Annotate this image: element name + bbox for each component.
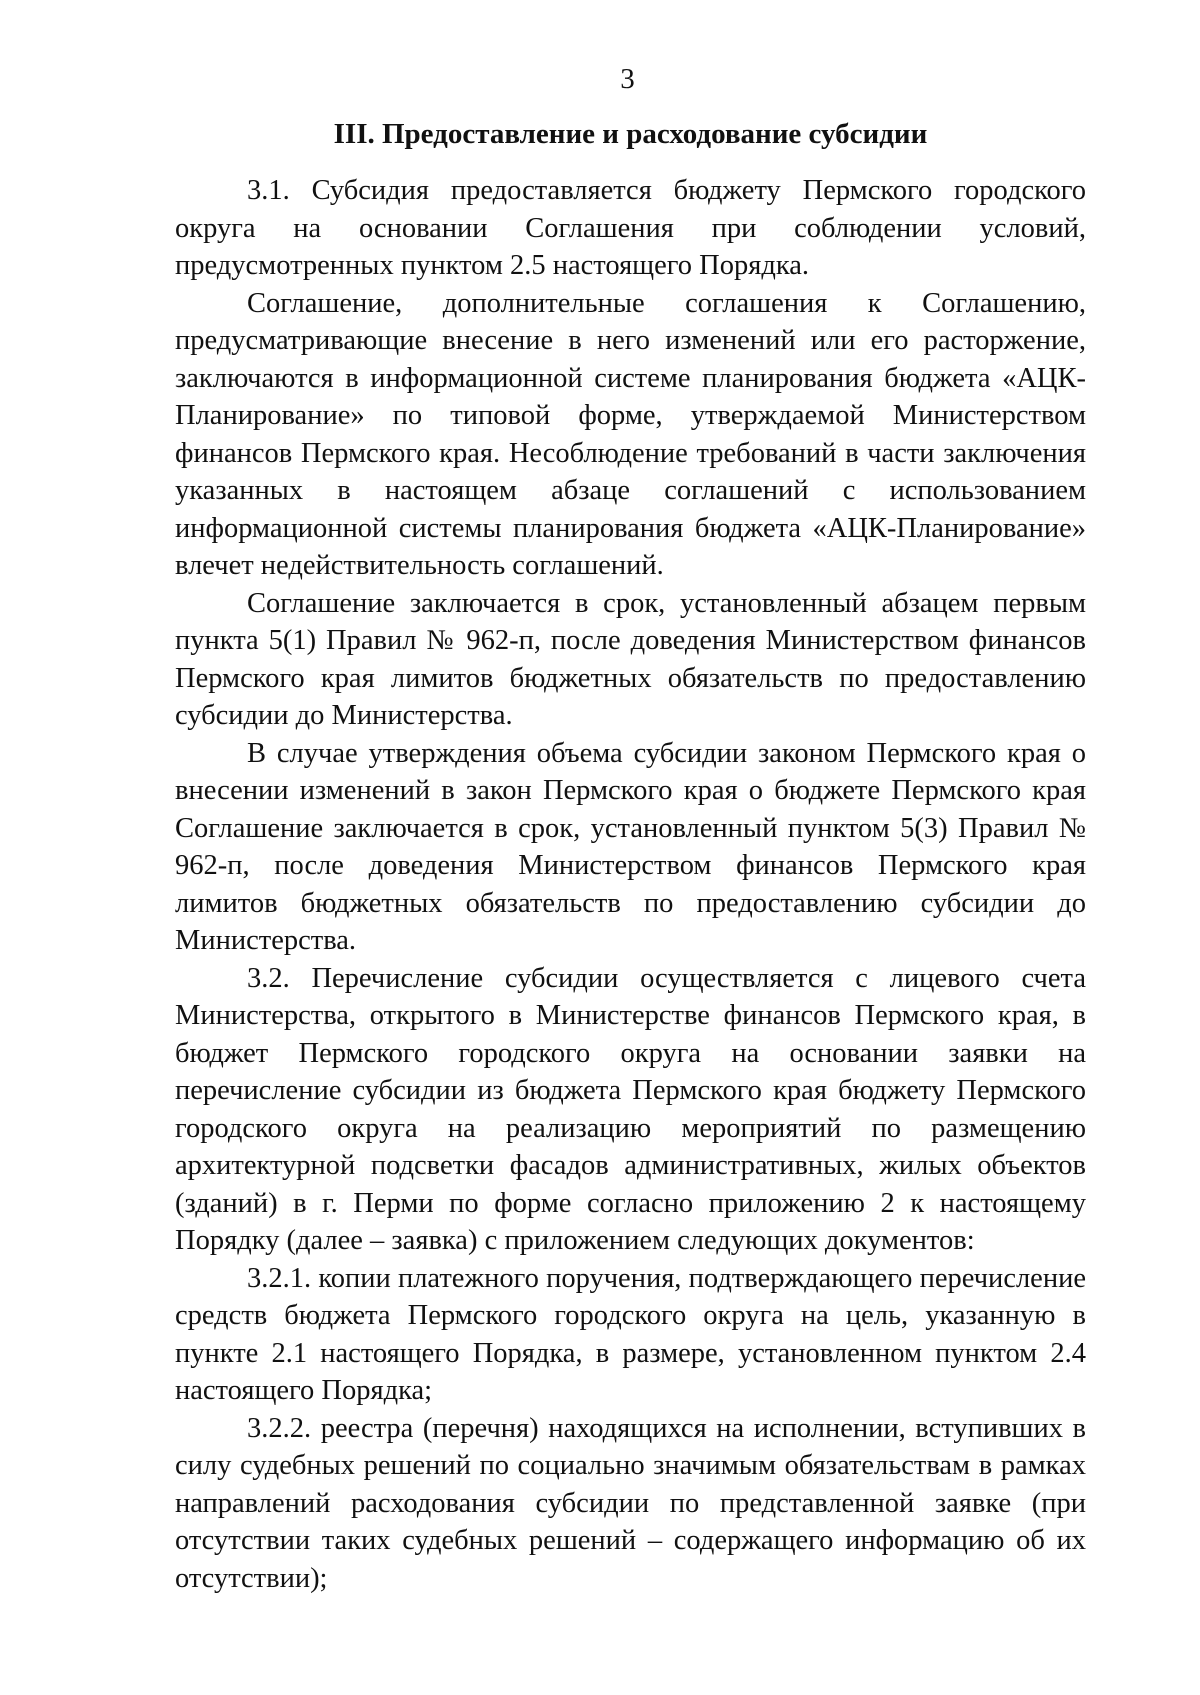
document-body — [175, 172, 1086, 1597]
paragraph-3-2-2: 3.2.2. реестра (перечня) находящихся на исполнении, вступивших в силу судебных решений по социально значимым обязательствам в рамках направлений расходования субсидии по представленной заявке (при отсутствии таких судебных решений – содержащего информацию об их отсутствии); — [175, 1412, 1086, 1594]
paragraph-law-amendment-term: В случае утверждения объема субсидии законом Пермского края о внесении изменений в закон Пермского края о бюджете Пермского края Соглашение заключается в срок, установленный пунктом 5(3) Правил № 962-п, после доведения Министерством финансов Пермского края лимитов бюджетных обязательств по предоставлению субсидии до Министерства. — [175, 737, 1086, 956]
page-number: 3 — [620, 63, 635, 95]
section-heading: III. Предоставление и расходование субсидии — [333, 118, 928, 150]
paragraph-agreement-term: Соглашение заключается в срок, установленный абзацем первым пункта 5(1) Правил № 962-п, после доведения Министерством финансов Пермского края лимитов бюджетных обязательств по предоставлению субсидии до Министерства. — [175, 587, 1086, 731]
paragraph-agreement-system: Соглашение, дополнительные соглашения к Соглашению, предусматривающие внесение в него изменений или его расторжение, заключаются в информационной системе планирования бюджета «АЦК-Планирование» по типовой форме, утверждаемой Министерством финансов Пермского края. Несоблюдение требований в части заключения указанных в настоящем абзаце соглашений с использованием информационной системы планирования бюджета «АЦК-Планирование» влечет недействительность соглашений. — [175, 287, 1086, 581]
paragraph-3-2-1: 3.2.1. копии платежного поручения, подтверждающего перечисление средств бюджета Пермского городского округа на цель, указанную в пункте 2.1 настоящего Порядка, в размере, установленном пунктом 2.4 настоящего Порядка; — [175, 1262, 1086, 1406]
paragraph-3-2: 3.2. Перечисление субсидии осуществляется с лицевого счета Министерства, открытого в Министерстве финансов Пермского края, в бюджет Пермского городского округа на основании заявки на перечисление субсидии из бюджета Пермского края бюджету Пермского городского округа на реализацию мероприятий по размещению архитектурной подсветки фасадов административных, жилых объектов (зданий) в г. Перми по форме согласно приложению 2 к настоящему Порядку (далее – заявка) с приложением следующих документов: — [175, 962, 1086, 1256]
paragraph-3-1: 3.1. Субсидия предоставляется бюджету Пермского городского округа на основании Соглашения при соблюдении условий, предусмотренных пунктом 2.5 настоящего Порядка. — [175, 175, 1086, 281]
